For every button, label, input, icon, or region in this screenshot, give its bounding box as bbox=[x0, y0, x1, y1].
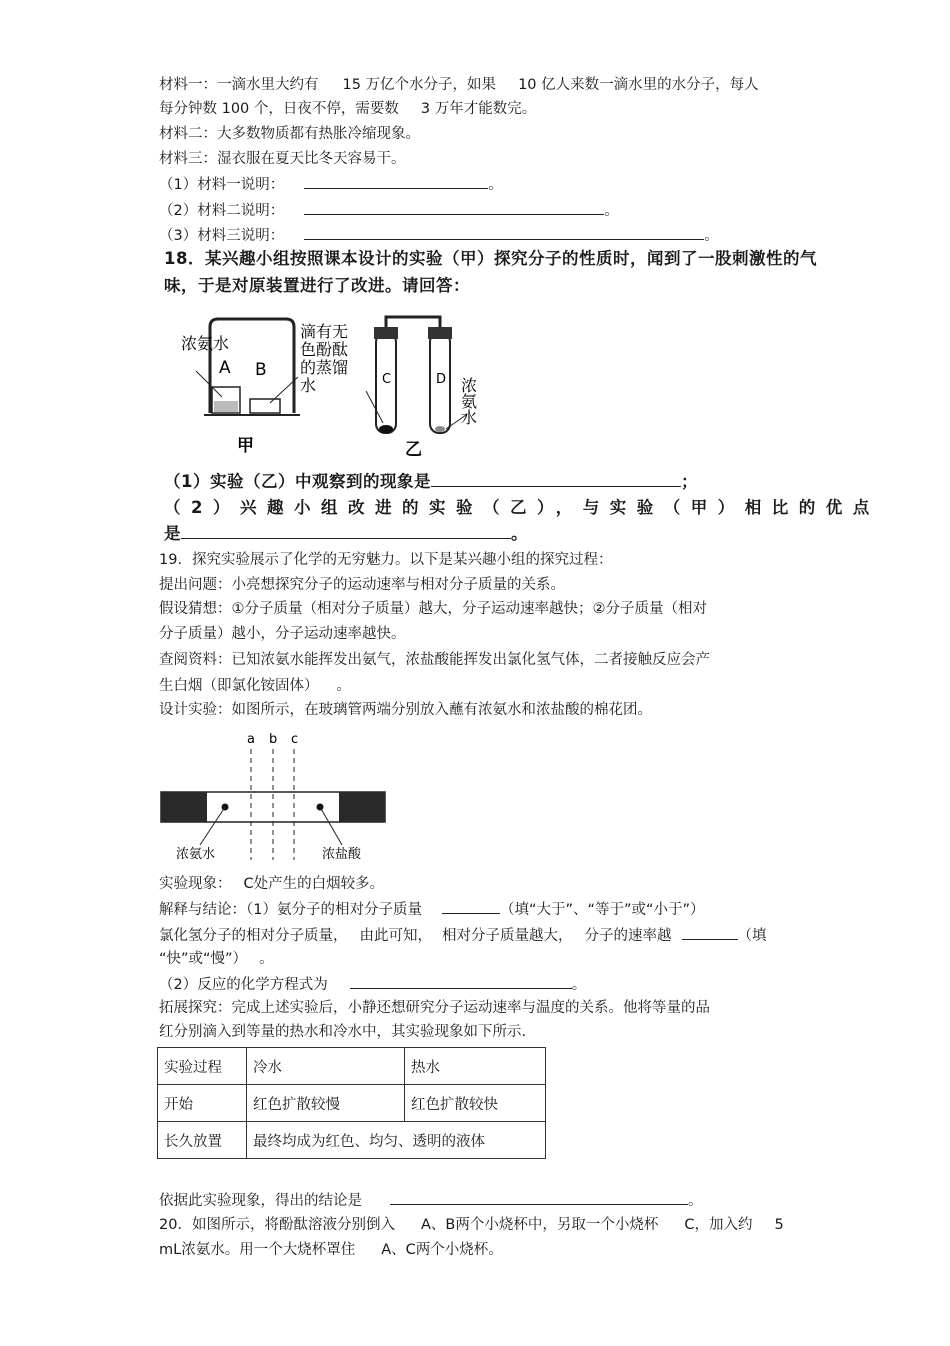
q18-stem-line2: 味，于是对原装置进行了改进。请回答： bbox=[164, 276, 470, 295]
label-a: A bbox=[219, 358, 231, 378]
answer-blank[interactable] bbox=[350, 974, 572, 989]
q19-hypothesis-line2: 分子质量）越小，分子运动速率越快。 bbox=[159, 626, 406, 642]
experiment-table bbox=[157, 1047, 546, 1159]
text-segment: mL浓氨水。用一个大烧杯罩住 bbox=[159, 1242, 356, 1258]
q18-figure bbox=[0, 305, 950, 465]
text-segment: 15 万亿个水分子，如果 bbox=[342, 77, 497, 93]
q19-reference-line1: 查阅资料：已知浓氨水能挥发出氨气，浓盐酸能挥发出氯化氢气体，二者接触反应会产 bbox=[159, 652, 710, 668]
table-header-cell: 冷水 bbox=[247, 1048, 405, 1085]
table-cell: 最终均成为红色、均匀、透明的液体 bbox=[247, 1122, 546, 1159]
q20-line2 bbox=[159, 1240, 503, 1260]
pointer-line bbox=[366, 391, 383, 423]
text-segment: 生白烟（即氯化铵固体） bbox=[159, 678, 319, 694]
label-phenol-2: 色酚酞 bbox=[300, 340, 349, 359]
text-segment: 3 万年才能数完。 bbox=[420, 101, 537, 117]
right-stopper bbox=[339, 792, 385, 822]
period: 。 bbox=[704, 228, 719, 244]
text-segment: 5 bbox=[774, 1217, 784, 1233]
q19-extension-line2: 红分别滴入到等量的热水和冷水中，其实验现象如下所示. bbox=[159, 1024, 527, 1040]
table-cell: 红色扩散较慢 bbox=[247, 1085, 405, 1122]
text-segment: （填“大于”、“等于”或“小于”） bbox=[499, 902, 705, 918]
table-cell: 长久放置 bbox=[158, 1122, 247, 1159]
text-segment: C处产生的白烟较多。 bbox=[243, 876, 385, 892]
q19-extension-line1: 拓展探究：完成上述实验后，小静还想研究分子运动速率与温度的关系。他将等量的品 bbox=[159, 1000, 710, 1016]
text-segment: 材料一：一滴水里大约有 bbox=[159, 77, 319, 93]
q18-part2-line2 bbox=[164, 524, 528, 544]
label-phenol-1: 滴有无 bbox=[300, 322, 349, 341]
table-header-row bbox=[158, 1048, 546, 1085]
q19-title: 19．探究实验展示了化学的无穷魅力。以下是某兴趣小组的探究过程： bbox=[159, 552, 613, 568]
label-a: a bbox=[247, 732, 255, 747]
table-row bbox=[158, 1085, 546, 1122]
q18-part1-line bbox=[164, 472, 698, 492]
period: 。 bbox=[604, 203, 619, 219]
q19-hypothesis-line1: 假设猜想：①分子质量（相对分子质量）越大，分子运动速率越快；②分子质量（相对 bbox=[159, 601, 707, 617]
question-3-line bbox=[159, 225, 719, 246]
cotton-ball bbox=[379, 425, 393, 433]
question-1-line bbox=[159, 174, 503, 195]
label-ammonia-right: 浓氨水 bbox=[458, 377, 478, 425]
answer-blank[interactable] bbox=[682, 925, 738, 940]
q19-reference-line2 bbox=[159, 676, 351, 696]
answer-blank[interactable] bbox=[304, 225, 704, 240]
beaker-b bbox=[250, 399, 280, 413]
period: 。 bbox=[336, 678, 351, 694]
text-segment: （填 bbox=[737, 928, 767, 944]
q19-conclusion-line bbox=[159, 1190, 703, 1211]
period: 。 bbox=[511, 524, 528, 543]
connecting-tube bbox=[386, 317, 440, 327]
text-segment: 相对分子质量越大， bbox=[442, 928, 573, 944]
text-segment: 解释与结论：（1）氨分子的相对分子质量 bbox=[159, 902, 422, 918]
question-label: （2）反应的化学方程式为 bbox=[159, 977, 328, 993]
q19-explain-line2 bbox=[159, 925, 767, 946]
question-label: （1）实验（乙）中观察到的现象是 bbox=[164, 472, 431, 491]
q19-phenomenon bbox=[159, 874, 384, 894]
question-label: （2）材料二说明： bbox=[159, 203, 285, 219]
label-b: b bbox=[269, 732, 278, 747]
beaker-a-liquid bbox=[214, 401, 238, 412]
period: 。 bbox=[571, 977, 587, 993]
label-ammonia-left-text: 浓氨水 bbox=[181, 334, 230, 353]
text-segment: 每分钟数 100 个，日夜不停，需要数 bbox=[159, 101, 399, 117]
answer-blank[interactable] bbox=[304, 200, 604, 215]
text-segment: C，加入约 bbox=[684, 1217, 753, 1233]
material3-line: 材料三：湿衣服在夏天比冬天容易干。 bbox=[159, 151, 406, 167]
q18-stem-line1: 18．某兴趣小组按照课本设计的实验（甲）探究分子的性质时，闻到了一股刺激性的气 bbox=[164, 249, 817, 268]
table-row bbox=[158, 1122, 546, 1159]
label-b: B bbox=[255, 360, 267, 380]
q18-part2-line1: （2）兴趣小组改进的实验（乙），与实验（甲）相比的优点 bbox=[164, 498, 880, 517]
pointer-line bbox=[320, 807, 342, 845]
left-stopper bbox=[161, 792, 207, 822]
q19-explain-line3 bbox=[159, 949, 274, 969]
q19-equation-line bbox=[159, 974, 586, 995]
label-c: C bbox=[382, 372, 392, 387]
material2-line: 材料二：大多数物质都有热胀冷缩现象。 bbox=[159, 126, 420, 142]
q19-design: 设计实验：如图所示，在玻璃管两端分别放入蘸有浓氨水和浓盐酸的棉花团。 bbox=[159, 702, 652, 718]
q19-figure bbox=[0, 725, 950, 865]
text-segment: “快”或“慢”） bbox=[159, 951, 248, 967]
answer-blank[interactable] bbox=[390, 1190, 688, 1205]
text-segment: 由此可知， bbox=[359, 928, 432, 944]
label-phenol-4: 水 bbox=[300, 376, 317, 395]
question-label: 依据此实验现象，得出的结论是 bbox=[159, 1193, 362, 1209]
answer-blank[interactable] bbox=[431, 472, 681, 487]
period: 。 bbox=[259, 951, 274, 967]
text-segment: 实验现象： bbox=[159, 876, 232, 892]
question-label: （3）材料三说明： bbox=[159, 228, 285, 244]
semicolon: ； bbox=[680, 472, 698, 491]
label-c: c bbox=[291, 732, 299, 747]
tube-c-stopper bbox=[374, 327, 398, 339]
question-label: 是 bbox=[164, 524, 181, 543]
label-yi: 乙 bbox=[405, 440, 422, 460]
tube-d-stopper bbox=[428, 327, 452, 339]
text-segment: 20．如图所示，将酚酞溶液分别倒入 bbox=[159, 1217, 395, 1233]
text-segment: 氯化氢分子的相对分子质量， bbox=[159, 928, 348, 944]
table-cell: 开始 bbox=[158, 1085, 247, 1122]
text-segment: A、B两个小烧杯中，另取一个小烧杯 bbox=[420, 1217, 659, 1233]
table-header-cell: 热水 bbox=[405, 1048, 546, 1085]
text-segment: A、C两个小烧杯。 bbox=[381, 1242, 503, 1258]
label-d: D bbox=[436, 372, 447, 387]
period: 。 bbox=[688, 1193, 703, 1209]
label-phenol-3: 的蒸馏 bbox=[300, 358, 349, 377]
label-ammonia: 浓氨水 bbox=[176, 847, 216, 862]
answer-blank[interactable] bbox=[181, 524, 511, 539]
answer-blank[interactable] bbox=[304, 174, 488, 189]
text-segment: 分子的速率越 bbox=[584, 928, 672, 944]
material1-line1 bbox=[159, 75, 759, 95]
q19-explain-line1 bbox=[159, 899, 705, 920]
question-2-line bbox=[159, 200, 619, 221]
table-header-cell: 实验过程 bbox=[158, 1048, 247, 1085]
label-jia: 甲 bbox=[237, 436, 254, 456]
cotton-ball bbox=[435, 426, 445, 432]
period: 。 bbox=[488, 177, 503, 193]
label-hcl: 浓盐酸 bbox=[322, 847, 362, 862]
text-segment: 10 亿人来数一滴水里的水分子，每人 bbox=[518, 77, 759, 93]
q20-line1 bbox=[159, 1215, 784, 1235]
label-ammonia-left bbox=[181, 334, 229, 353]
question-label: （1）材料一说明： bbox=[159, 177, 285, 193]
table-cell: 红色扩散较快 bbox=[405, 1085, 546, 1122]
material1-line2 bbox=[159, 99, 536, 119]
answer-blank[interactable] bbox=[442, 899, 500, 914]
q19-question: 提出问题：小亮想探究分子的运动速率与相对分子质量的关系。 bbox=[159, 577, 565, 593]
